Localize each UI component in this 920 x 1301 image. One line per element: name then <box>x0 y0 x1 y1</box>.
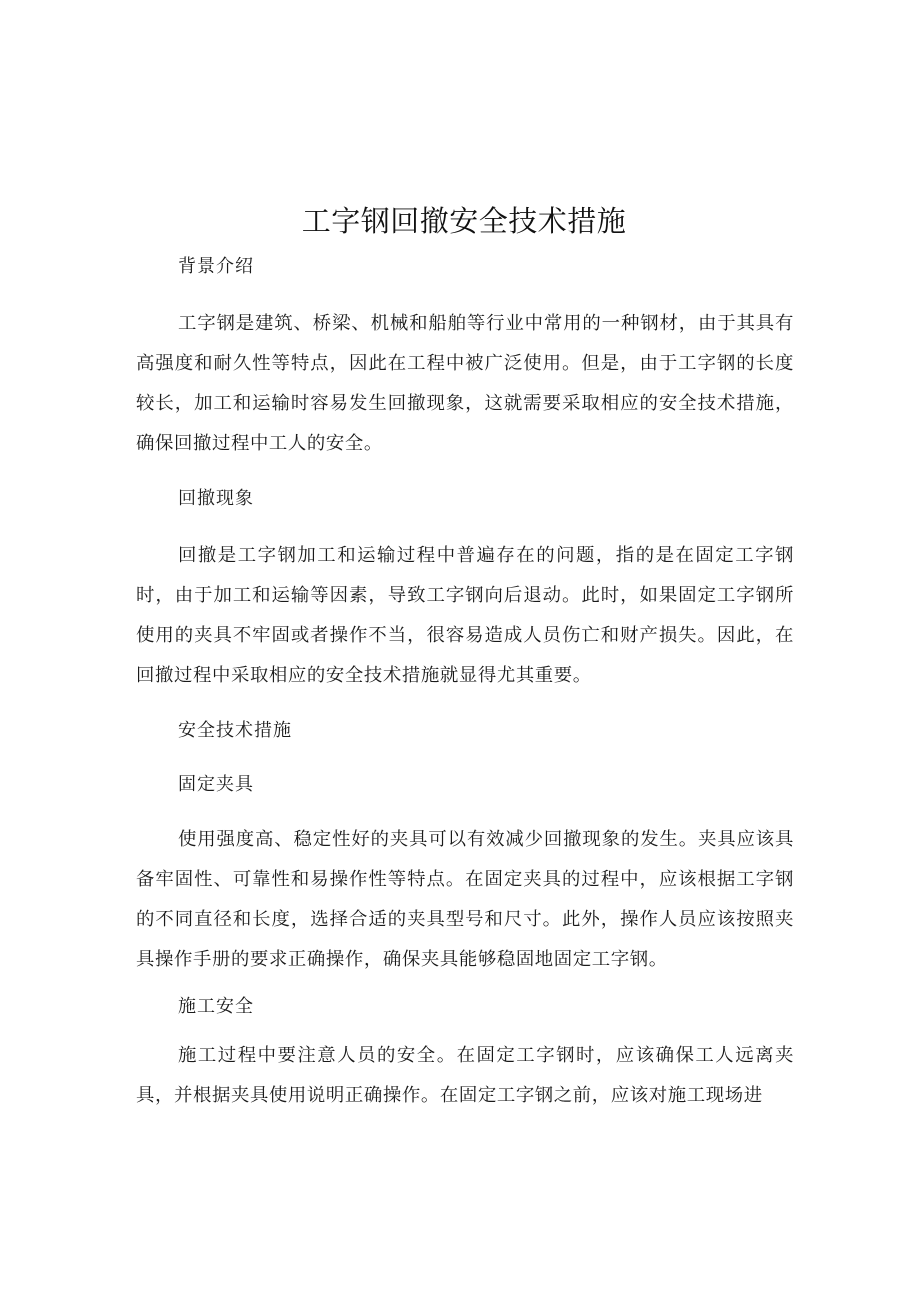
section-heading-construction-safety: 施工安全 <box>178 996 254 1017</box>
paragraph-fixture: 使用强度高、稳定性好的夹具可以有效减少回撤现象的发生。夹具应该具备牢固性、可靠性和易操作性等特点。在固定夹具的过程中，应该根据工字钢的不同直径和长度，选择合适的夹具型号和尺寸。此外，操作人员应该按照夹具操作手册的要求正确操作，确保夹具能够稳固地固定工字钢。 <box>136 829 794 970</box>
section-heading-retraction: 回撤现象 <box>178 488 254 509</box>
section-heading-fixture: 固定夹具 <box>178 774 254 795</box>
paragraph-background: 工字钢是建筑、桥梁、机械和船舶等行业中常用的一种钢材，由于其具有高强度和耐久性等特点，因此在工程中被广泛使用。但是，由于工字钢的长度较长，加工和运输时容易发生回撤现象，这就需要采取相应的安全技术措施，确保回撤过程中工人的安全。 <box>136 313 794 454</box>
paragraph-retraction: 回撤是工字钢加工和运输过程中普遍存在的问题，指的是在固定工字钢时，由于加工和运输等因素，导致工字钢向后退动。此时，如果固定工字钢所使用的夹具不牢固或者操作不当，很容易造成人员伤亡和财产损失。因此，在回撤过程中采取相应的安全技术措施就显得尤其重要。 <box>136 545 794 686</box>
section-heading-safety-measures: 安全技术措施 <box>178 720 292 741</box>
paragraph-construction-safety: 施工过程中要注意人员的安全。在固定工字钢时，应该确保工人远离夹具，并根据夹具使用说明正确操作。在固定工字钢之前，应该对施工现场进 <box>136 1045 794 1106</box>
document-title: 工字钢回撤安全技术措施 <box>301 204 627 238</box>
section-heading-background: 背景介绍 <box>178 256 254 277</box>
